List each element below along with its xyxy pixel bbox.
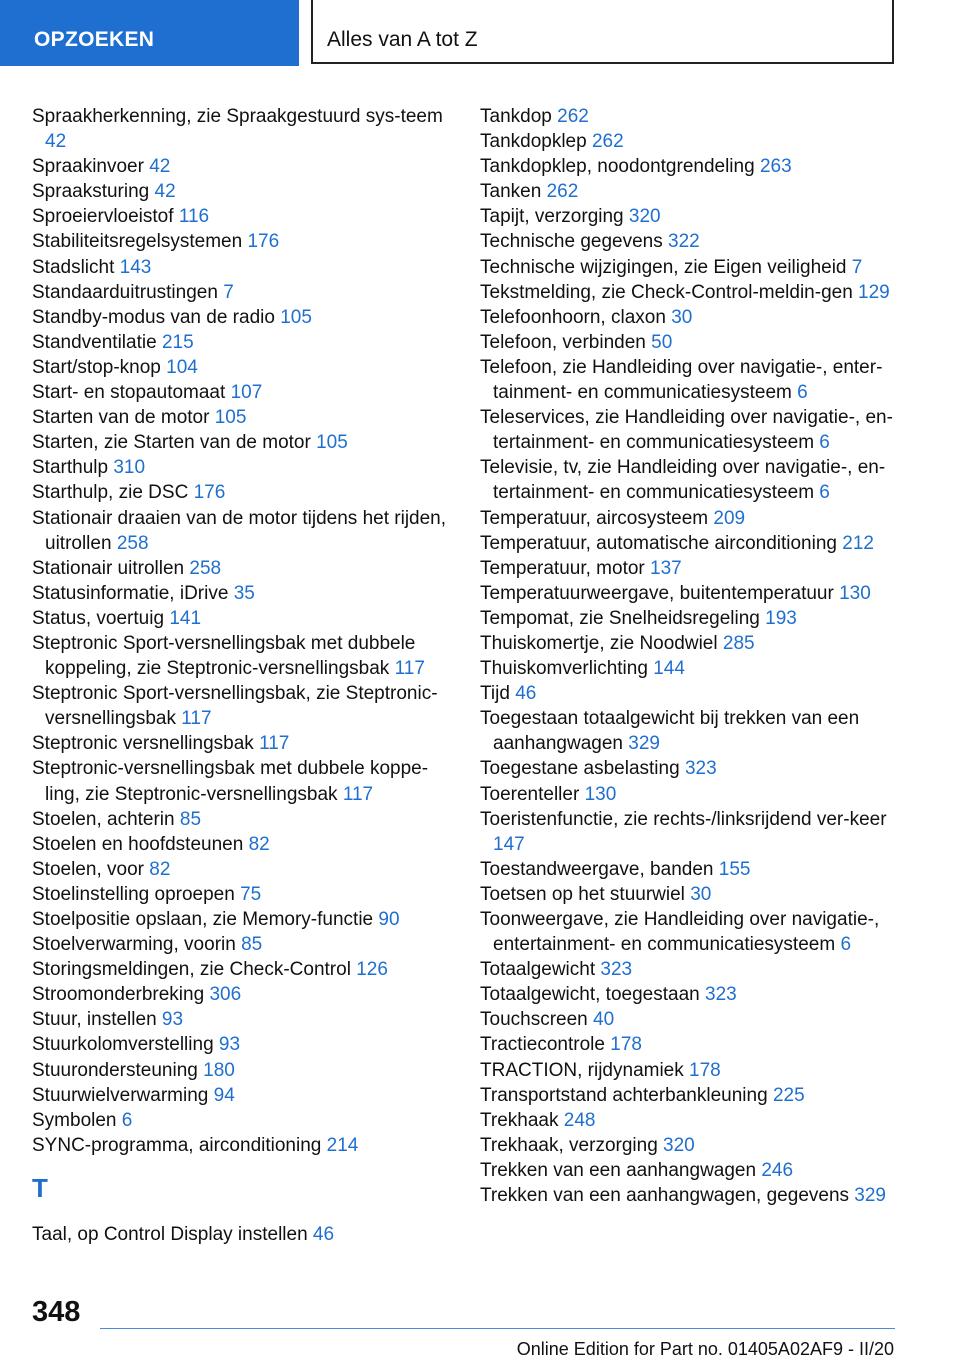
index-entry	[32, 480, 452, 505]
page-reference-link[interactable]: 323	[705, 984, 737, 1006]
index-entry-text: Spraaksturing	[32, 181, 150, 203]
page-reference-link[interactable]: 93	[161, 1009, 184, 1031]
index-entry-text: Stoelpositie opslaan, zie Memory-functie	[32, 909, 374, 930]
index-entry	[32, 154, 452, 179]
section-tab-label: OPZOEKEN	[34, 28, 155, 51]
page-reference-link[interactable]: 117	[259, 733, 290, 755]
index-entry	[480, 882, 900, 907]
page-reference-link[interactable]: 176	[193, 482, 226, 504]
page-reference-link[interactable]: 6	[797, 382, 808, 404]
page-reference-link[interactable]: 117	[394, 658, 425, 680]
page-reference-link[interactable]: 262	[557, 106, 589, 127]
index-entry-text: Starten, zie Starten van de motor	[32, 432, 311, 454]
index-entry	[480, 204, 900, 229]
page-reference-link[interactable]: 93	[218, 1034, 241, 1056]
index-entry-text: Temperatuur, aircosysteem	[480, 507, 709, 529]
index-entry	[32, 204, 452, 229]
index-entry-text: Stuur, instellen	[32, 1009, 157, 1031]
page-reference-link[interactable]: 147	[493, 833, 525, 855]
page-reference-link[interactable]: 143	[119, 256, 152, 278]
page-reference-link[interactable]: 258	[116, 532, 149, 554]
index-entry-text: Temperatuur, motor	[480, 557, 645, 579]
page-reference-link[interactable]: 141	[169, 607, 202, 629]
index-entry	[480, 756, 900, 781]
index-entry	[480, 455, 900, 505]
page-reference-link[interactable]: 90	[378, 909, 400, 930]
page-reference-link[interactable]: 85	[179, 808, 202, 830]
page-reference-link[interactable]: 116	[178, 206, 210, 228]
index-entry-text: Technische gegevens	[480, 231, 663, 253]
page-reference-link[interactable]: 126	[356, 959, 388, 981]
index-entry	[480, 1158, 900, 1183]
page-reference-link[interactable]: 130	[839, 582, 871, 604]
index-entry	[32, 756, 452, 806]
page-reference-link[interactable]: 6	[840, 934, 852, 956]
index-entry	[480, 957, 900, 982]
index-entry	[32, 556, 452, 581]
page-reference-link[interactable]: 6	[121, 1109, 133, 1131]
index-entry-text: Stoelen en hoofdsteunen	[32, 833, 244, 855]
index-entry-text: Stoelverwarming, voorin	[32, 934, 236, 956]
index-entry-text: TRACTION, rijdynamiek	[480, 1059, 684, 1081]
index-entry	[480, 807, 900, 857]
page-reference-link[interactable]: 155	[718, 858, 751, 880]
page-reference-link[interactable]: 285	[722, 632, 755, 654]
index-entry-text: Storingsmeldingen, zie Check-Control	[32, 959, 351, 981]
page-reference-link[interactable]: 40	[593, 1009, 615, 1031]
page-reference-link[interactable]: 310	[113, 457, 146, 479]
page-reference-link[interactable]: 246	[761, 1159, 794, 1181]
index-entry-text: Temperatuurweergave, buitentemperatuur	[480, 582, 834, 604]
index-entry	[480, 681, 900, 706]
index-entry	[480, 305, 900, 330]
index-entry	[32, 355, 452, 380]
index-entry-text: Totaalgewicht, toegestaan	[480, 984, 700, 1006]
page-reference-link[interactable]: 258	[189, 557, 222, 579]
index-entry	[32, 1007, 452, 1032]
index-entry-text: Technische wijzigingen, zie Eigen veiligheid	[480, 256, 847, 278]
index-entry	[480, 405, 900, 455]
index-entry-text: Statusinformatie, iDrive	[32, 582, 229, 604]
section-letter: T	[32, 1172, 48, 1203]
index-entry	[32, 305, 452, 330]
index-entry-text: Teleservices, zie Handleiding over navigatie-, en-tertainment- en communicatiesysteem	[480, 407, 893, 454]
index-entry-text: Tijd	[480, 683, 510, 705]
index-entry-text: Stadslicht	[32, 256, 115, 278]
index-entry-text: Stationair draaien van de motor tijdens het rijden, uitrollen	[32, 507, 447, 554]
index-entry-text: Tekstmelding, zie Check-Control-meldin-gen	[480, 281, 853, 303]
index-entry-text: Standventilatie	[32, 331, 157, 353]
index-entry	[32, 179, 452, 204]
index-entry-text: Transportstand achterbankleuning	[480, 1084, 768, 1106]
page-reference-link[interactable]: 130	[584, 783, 617, 805]
page-reference-link[interactable]: 263	[759, 156, 792, 178]
index-entry-text: Starthulp	[32, 457, 109, 479]
index-entry-text: Tankdop	[480, 106, 552, 127]
index-entry-text: Tankdopklep, noodontgrendeling	[480, 156, 755, 178]
page-reference-link[interactable]: 7	[223, 281, 234, 303]
index-entry	[32, 606, 452, 631]
page-reference-link[interactable]: 212	[842, 532, 874, 554]
page-reference-link[interactable]: 42	[149, 156, 171, 178]
index-entry	[480, 907, 900, 957]
index-entry-text: Toegestane asbelasting	[480, 758, 680, 780]
index-entry	[32, 882, 452, 907]
index-entry-text: Start- en stopautomaat	[32, 382, 226, 404]
index-entry	[32, 982, 452, 1007]
page-reference-link[interactable]: 320	[663, 1134, 695, 1156]
index-entry	[480, 154, 900, 179]
index-entry	[480, 531, 900, 556]
page-reference-link[interactable]: 30	[690, 883, 712, 905]
page-reference-link[interactable]: 75	[240, 883, 262, 905]
index-entry	[32, 104, 452, 154]
index-entry-text: Touchscreen	[480, 1009, 588, 1031]
title-tab	[311, 0, 894, 64]
index-entry-text: Trekken van een aanhangwagen	[480, 1159, 757, 1181]
page-reference-link[interactable]: 306	[209, 984, 242, 1006]
index-entry	[32, 506, 452, 556]
index-entry	[32, 832, 452, 857]
index-entry	[480, 782, 900, 807]
index-entry	[480, 606, 900, 631]
index-entry	[480, 179, 900, 204]
page-reference-link[interactable]: 105	[316, 432, 348, 454]
index-list-s	[32, 104, 452, 1158]
index-entry	[480, 1108, 900, 1133]
index-entry-text: Stationair uitrollen	[32, 557, 185, 579]
index-entry-text: Spraakherkenning, zie Spraakgestuurd sys-teem	[32, 106, 443, 127]
page-reference-link[interactable]: 46	[515, 683, 537, 705]
index-entry	[480, 1133, 900, 1158]
index-entry	[480, 556, 900, 581]
page-reference-link[interactable]: 50	[651, 331, 673, 353]
index-entry-text: Toegestaan totaalgewicht bij trekken van een aanhangwagen	[480, 708, 860, 755]
index-list-t-continued	[480, 104, 900, 1208]
index-column-right	[480, 104, 900, 1208]
index-entry	[480, 706, 900, 756]
page-reference-link[interactable]: 329	[854, 1185, 886, 1207]
index-entry	[480, 1032, 900, 1057]
page-reference-link[interactable]: 262	[591, 131, 624, 153]
index-entry	[480, 330, 900, 355]
page-reference-link[interactable]: 144	[653, 658, 685, 680]
page-reference-link[interactable]: 105	[214, 407, 247, 429]
index-entry	[480, 355, 900, 405]
index-entry	[32, 857, 452, 882]
page-number: 348	[32, 1296, 81, 1328]
index-entry	[480, 656, 900, 681]
index-entry	[32, 405, 452, 430]
index-entry-text: Steptronic Sport-versnellingsbak, zie Steptronic-versnellingsbak	[32, 683, 438, 730]
index-entry-text: Taal, op Control Display instellen	[32, 1223, 308, 1245]
index-entry-text: Sproeiervloeistof	[32, 206, 174, 228]
index-entry	[480, 1083, 900, 1108]
index-entry	[32, 229, 452, 254]
page-reference-link[interactable]: 137	[650, 557, 682, 579]
page-reference-link[interactable]: 178	[689, 1059, 721, 1081]
index-entry	[32, 1083, 452, 1108]
page-reference-link[interactable]: 42	[45, 131, 67, 153]
page-reference-link[interactable]: 85	[241, 934, 263, 956]
index-entry-text: Spraakinvoer	[32, 156, 144, 178]
index-entry-text: Start/stop-knop	[32, 356, 161, 378]
page-reference-link[interactable]: 329	[628, 733, 660, 755]
index-entry	[480, 857, 900, 882]
index-entry-text: Stabiliteitsregelsystemen	[32, 231, 243, 253]
index-entry-text: Tempomat, zie Snelheidsregeling	[480, 607, 760, 629]
index-entry-text: Stoelinstelling oproepen	[32, 883, 235, 905]
index-entry-text: Tractiecontrole	[480, 1034, 605, 1056]
title-tab-label: Alles van A tot Z	[327, 28, 478, 51]
index-entry-text: Telefoon, verbinden	[480, 331, 646, 353]
index-entry	[32, 807, 452, 832]
page-reference-link[interactable]: 320	[628, 206, 661, 228]
index-entry-text: Trekhaak	[480, 1109, 559, 1131]
index-entry	[32, 1133, 452, 1158]
index-entry-text: Tankdopklep	[480, 131, 587, 153]
index-entry	[32, 731, 452, 756]
page-reference-link[interactable]: 209	[713, 507, 746, 529]
index-entry-text: Standby-modus van de radio	[32, 306, 275, 328]
index-entry-text: Toeristenfunctie, zie rechts-/linksrijdend ver-keer	[480, 808, 887, 830]
index-entry-text: Trekken van een aanhangwagen, gegevens	[480, 1185, 850, 1207]
page-reference-link[interactable]: 105	[280, 306, 312, 328]
page-reference-link[interactable]: 117	[181, 708, 212, 730]
index-entry-text: Steptronic-versnellingsbak met dubbele koppe-ling, zie Steptronic-versnellingsbak	[32, 758, 429, 805]
index-entry-text: Stoelen, voor	[32, 858, 144, 880]
index-entry-text: Standaarduitrustingen	[32, 281, 218, 303]
page-reference-link[interactable]: 262	[546, 181, 579, 203]
page-reference-link[interactable]: 248	[563, 1109, 596, 1131]
page-reference-link[interactable]: 193	[765, 607, 797, 629]
index-entry	[480, 631, 900, 656]
page-reference-link[interactable]: 82	[248, 833, 270, 855]
index-entry-text: Steptronic versnellingsbak	[32, 733, 254, 755]
index-list-t	[32, 1222, 452, 1247]
index-entry	[32, 1058, 452, 1083]
index-entry-text: Televisie, tv, zie Handleiding over navigatie-, en-tertainment- en communicatiesysteem	[480, 457, 886, 504]
index-entry	[32, 957, 452, 982]
page-reference-link[interactable]: 322	[668, 231, 700, 253]
index-entry-text: Temperatuur, automatische airconditioning	[480, 532, 837, 554]
index-entry	[480, 581, 900, 606]
index-entry-text: Totaalgewicht	[480, 959, 596, 981]
index-entry	[32, 380, 452, 405]
index-entry	[480, 506, 900, 531]
edition-footer: Online Edition for Part no. 01405A02AF9 - II/20	[516, 1339, 894, 1359]
index-entry-text: Tapijt, verzorging	[480, 206, 624, 228]
page-reference-link[interactable]: 117	[342, 783, 374, 805]
index-entry-text: Telefoon, zie Handleiding over navigatie-, enter-tainment- en communicatiesysteem	[480, 356, 883, 404]
index-entry	[480, 1007, 900, 1032]
section-tab	[0, 0, 299, 66]
index-entry	[480, 1058, 900, 1083]
index-entry-text: Toetsen op het stuurwiel	[480, 883, 685, 905]
page-reference-link[interactable]: 6	[819, 432, 830, 454]
page-reference-link[interactable]: 215	[161, 331, 194, 353]
page-reference-link[interactable]: 214	[326, 1134, 359, 1156]
index-entry	[32, 907, 452, 932]
page-reference-link[interactable]: 107	[230, 382, 263, 404]
index-entry-text: Status, voertuig	[32, 607, 165, 629]
index-entry-text: Starten van de motor	[32, 407, 210, 429]
index-entry	[480, 255, 900, 280]
index-entry-text: Thuiskomertje, zie Noodwiel	[480, 632, 718, 654]
page-reference-link[interactable]: 225	[772, 1084, 805, 1106]
index-entry-text: Toonweergave, zie Handleiding over navigatie-, entertainment- en communicatiesysteem	[480, 909, 880, 956]
page-reference-link[interactable]: 180	[203, 1059, 235, 1081]
index-entry	[32, 581, 452, 606]
index-entry-text: Toestandweergave, banden	[480, 858, 714, 880]
page-reference-link[interactable]: 176	[247, 231, 280, 253]
page-reference-link[interactable]: 46	[312, 1223, 335, 1245]
index-entry-text: Tanken	[480, 181, 542, 203]
page-reference-link[interactable]: 323	[600, 959, 633, 981]
page-reference-link[interactable]: 35	[233, 582, 255, 604]
page-reference-link[interactable]: 6	[819, 482, 830, 504]
index-entry-text: Stuurondersteuning	[32, 1059, 198, 1081]
index-entry-text: Telefoonhoorn, claxon	[480, 306, 666, 328]
index-entry	[32, 1032, 452, 1057]
index-entry-text: Stroomonderbreking	[32, 984, 205, 1006]
page-reference-link[interactable]: 94	[213, 1084, 235, 1106]
index-entry	[32, 1222, 452, 1247]
index-entry-text: Stuurwielverwarming	[32, 1084, 209, 1106]
page-reference-link[interactable]: 42	[154, 181, 176, 203]
index-entry	[480, 982, 900, 1007]
index-entry-text: SYNC-programma, airconditioning	[32, 1134, 322, 1156]
index-entry	[32, 455, 452, 480]
index-entry	[32, 430, 452, 455]
index-entry	[480, 104, 900, 129]
index-entry-text: Trekhaak, verzorging	[480, 1134, 658, 1156]
index-entry-text: Stuurkolomverstelling	[32, 1034, 214, 1056]
index-entry	[32, 932, 452, 957]
page-reference-link[interactable]: 30	[671, 306, 693, 328]
index-entry	[480, 229, 900, 254]
page-reference-link[interactable]: 82	[149, 858, 171, 880]
index-entry-text: Starthulp, zie DSC	[32, 482, 189, 504]
index-entry	[480, 1183, 900, 1208]
page-reference-link[interactable]: 7	[851, 256, 863, 278]
index-entry	[32, 681, 452, 731]
index-column-left	[32, 104, 452, 1247]
page-reference-link[interactable]: 178	[610, 1034, 642, 1056]
index-entry-text: Toerenteller	[480, 783, 580, 805]
page-reference-link[interactable]: 104	[166, 356, 198, 378]
index-entry-text: Symbolen	[32, 1109, 117, 1131]
index-entry	[32, 255, 452, 280]
index-entry	[32, 330, 452, 355]
index-entry	[480, 129, 900, 154]
index-entry-text: Stoelen, achterin	[32, 808, 175, 830]
index-entry-text: Thuiskomverlichting	[480, 658, 648, 680]
index-entry	[32, 280, 452, 305]
index-entry	[32, 631, 452, 681]
index-entry	[480, 280, 900, 305]
index-entry	[32, 1108, 452, 1133]
footer-divider	[100, 1328, 895, 1329]
page-reference-link[interactable]: 129	[858, 281, 890, 303]
index-entry-text: Steptronic Sport-versnellingsbak met dubbele koppeling, zie Steptronic-versnellingsbak	[32, 632, 416, 680]
page-reference-link[interactable]: 323	[684, 758, 717, 780]
